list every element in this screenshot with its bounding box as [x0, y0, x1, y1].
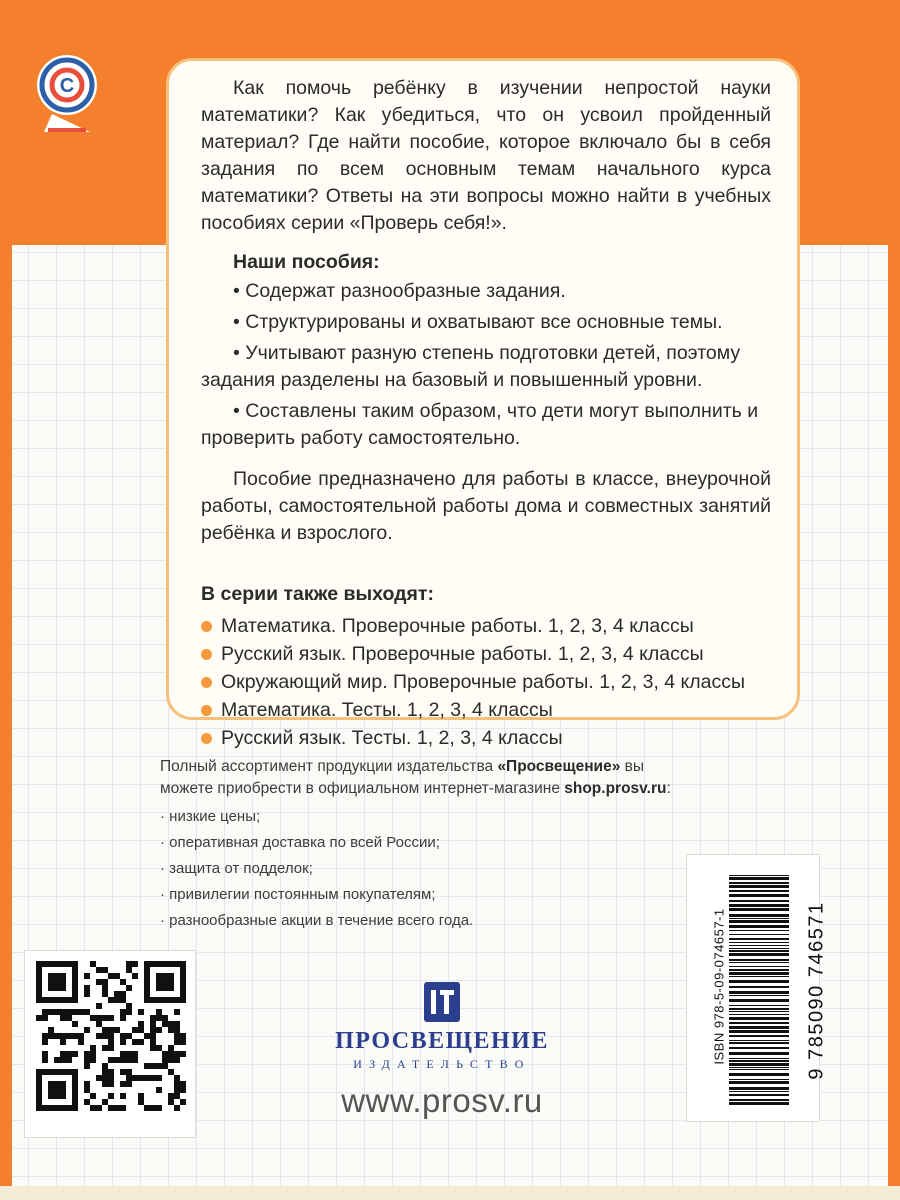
series-item-label: Русский язык. Тесты. 1, 2, 3, 4 классы: [221, 727, 563, 749]
orange-bullet-icon: [201, 677, 212, 688]
shop-text: :: [666, 780, 671, 797]
feature-item: • Учитывают разную степень подготовки детей, поэтому задания разделены на базовый и повышенный уровни.: [201, 342, 741, 391]
orange-bullet-icon: [201, 621, 212, 632]
qr-code[interactable]: [24, 950, 196, 1138]
series-list-item: [201, 668, 771, 696]
barcode-icon: [729, 869, 789, 1109]
publisher-name: ПРОСВЕЩЕНИЕ: [335, 1028, 549, 1054]
series-item-label: Русский язык. Проверочные работы. 1, 2, 3, 4 классы: [221, 643, 704, 665]
shop-text: вы можете приобрести в официальном интернет-магазине: [160, 758, 645, 797]
orange-right-edge: [888, 0, 900, 1200]
orange-bullet-icon: [201, 649, 212, 660]
shop-url-link[interactable]: shop.prosv.ru: [564, 780, 667, 797]
qr-code-icon: [36, 961, 186, 1111]
features-heading: Наши пособия:: [233, 251, 380, 273]
purpose-paragraph: Пособие предназначено для работы в классе, внеурочной работы, самостоятельной работы дома и совместных занятий ребёнка и взрослого.: [201, 468, 771, 544]
shop-text: Полный ассортимент продукции издательства: [160, 758, 498, 775]
orange-left-edge: [0, 0, 12, 1200]
shop-benefit-item: · низкие цены;: [160, 808, 261, 825]
series-list-item: [201, 724, 771, 752]
shop-publisher-name: «Просвещение»: [497, 758, 621, 775]
shop-benefit-item: · привилегии постоянным покупателям;: [160, 886, 436, 903]
series-item-label: Математика. Проверочные работы. 1, 2, 3, 4 классы: [221, 615, 694, 637]
series-list-item: [201, 696, 771, 724]
series-item-label: Математика. Тесты. 1, 2, 3, 4 классы: [221, 699, 553, 721]
series-list-item: [201, 612, 771, 640]
isbn-barcode: [686, 854, 828, 1122]
barcode-number: 9 785090 746571: [805, 901, 828, 1080]
publisher-logo: [320, 980, 564, 1120]
feature-item: • Составлены таким образом, что дети могут выполнить и проверить работу самостоятельно.: [201, 400, 759, 449]
orange-bullet-icon: [201, 733, 212, 744]
shop-paragraph: [160, 756, 680, 800]
isbn-label: ISBN 978-5-09-074657-1: [711, 908, 727, 1065]
publisher-subtitle: ИЗДАТЕЛЬСТВО: [353, 1057, 531, 1071]
publisher-website-link[interactable]: www.prosv.ru: [341, 1082, 543, 1119]
bottom-edge: [0, 1186, 900, 1200]
shop-benefits-list: [160, 804, 680, 934]
svg-text:С: С: [59, 75, 75, 97]
series-logo-icon: [34, 52, 100, 138]
description-card: [166, 58, 800, 749]
publisher-emblem-icon: [422, 980, 462, 1024]
feature-item: • Структурированы и охватывают все основные темы.: [233, 311, 723, 333]
series-item-label: Окружающий мир. Проверочные работы. 1, 2, 3, 4 классы: [221, 671, 746, 693]
shop-benefit-item: · защита от подделок;: [160, 860, 313, 877]
shop-benefit-item: · разнообразные акции в течение всего года.: [160, 912, 474, 929]
orange-bullet-icon: [201, 705, 212, 716]
feature-item: • Содержат разнообразные задания.: [233, 280, 566, 302]
shop-benefit-item: · оперативная доставка по всей России;: [160, 834, 440, 851]
intro-paragraph: Как помочь ребёнку в изучении непростой науки математики? Как убедиться, что он усвоил пройденный материал? Где найти пособие, которое включало бы в себя задания по всем основным темам начального курса математики? Ответы на эти вопросы можно найти в учебных пособиях серии «Проверь себя!».: [201, 77, 771, 234]
series-list-item: [201, 640, 771, 668]
series-heading: В серии также выходят:: [201, 583, 434, 605]
shop-info: [160, 756, 680, 934]
